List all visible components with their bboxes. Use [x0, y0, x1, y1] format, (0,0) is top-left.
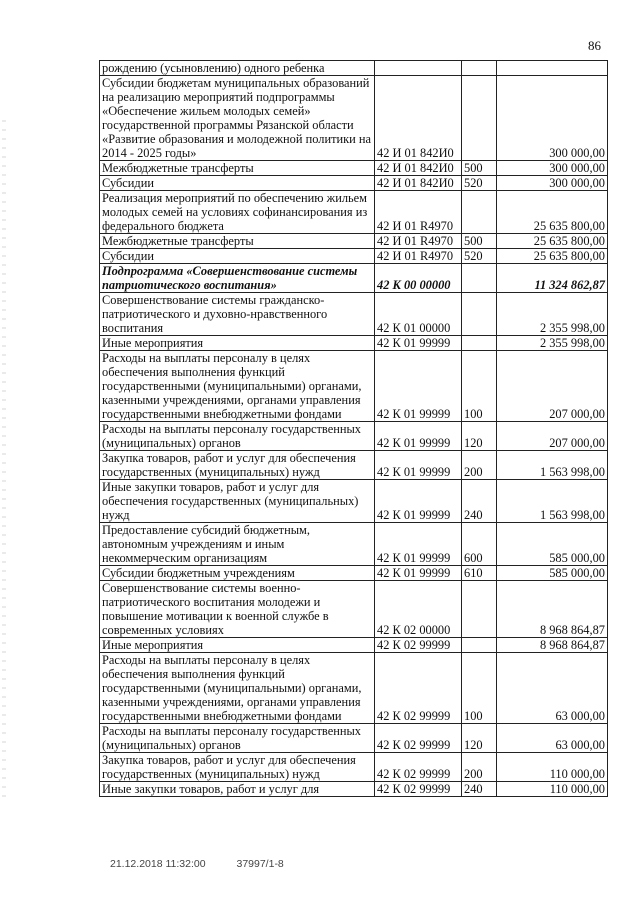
- cell-vr: 200: [462, 753, 497, 782]
- cell-amount: 63 000,00: [497, 724, 608, 753]
- budget-table-body: [100, 61, 608, 797]
- cell-amount: 25 635 800,00: [497, 234, 608, 249]
- cell-amount: 207 000,00: [497, 351, 608, 422]
- cell-vr: [462, 293, 497, 336]
- cell-code: 42 И 01 R4970: [375, 191, 462, 234]
- cell-name: Закупка товаров, работ и услуг для обеспечения государственных (муниципальных) нужд: [100, 753, 375, 782]
- cell-name: Расходы на выплаты персоналу в целях обеспечения выполнения функций государственными (муниципальными) органами, казенными учреждениями, органами управления государственными внебюджетными фондами: [100, 653, 375, 724]
- cell-amount: 2 355 998,00: [497, 336, 608, 351]
- table-row: [100, 249, 608, 264]
- cell-name: Совершенствование системы гражданско-патриотического и духовно-нравственного воспитания: [100, 293, 375, 336]
- table-row: [100, 782, 608, 797]
- cell-vr: 100: [462, 653, 497, 724]
- cell-amount: 110 000,00: [497, 753, 608, 782]
- cell-vr: 520: [462, 249, 497, 264]
- footer: [110, 858, 284, 870]
- cell-code: 42 И 01 842И0: [375, 76, 462, 161]
- cell-amount: 63 000,00: [497, 653, 608, 724]
- table-row: [100, 638, 608, 653]
- cell-amount: 1 563 998,00: [497, 451, 608, 480]
- cell-name: Субсидии бюджетным учреждениям: [100, 566, 375, 581]
- cell-vr: 200: [462, 451, 497, 480]
- cell-vr: 240: [462, 782, 497, 797]
- cell-code: 42 К 01 99999: [375, 451, 462, 480]
- table-row: [100, 753, 608, 782]
- cell-name: Иные закупки товаров, работ и услуг для: [100, 782, 375, 797]
- scan-edge-marks: [2, 120, 6, 800]
- table-row: [100, 264, 608, 293]
- table-row: [100, 724, 608, 753]
- cell-code: 42 К 02 99999: [375, 724, 462, 753]
- cell-code: 42 И 01 R4970: [375, 234, 462, 249]
- table-row: [100, 653, 608, 724]
- cell-vr: [462, 76, 497, 161]
- cell-name: Субсидии бюджетам муниципальных образований на реализацию мероприятий подпрограммы «Обеспечение жильем молодых семей» государственной программы Рязанской области «Развитие образования и молодежной политики на 2014 - 2025 годы»: [100, 76, 375, 161]
- cell-vr: 120: [462, 422, 497, 451]
- cell-amount: 110 000,00: [497, 782, 608, 797]
- cell-vr: 100: [462, 351, 497, 422]
- cell-vr: 240: [462, 480, 497, 523]
- table-row: [100, 351, 608, 422]
- cell-vr: 610: [462, 566, 497, 581]
- cell-vr: 120: [462, 724, 497, 753]
- cell-amount: 300 000,00: [497, 161, 608, 176]
- cell-amount: 2 355 998,00: [497, 293, 608, 336]
- table-row: [100, 451, 608, 480]
- cell-name: Предоставление субсидий бюджетным, автономным учреждениям и иным некоммерческим организациям: [100, 523, 375, 566]
- cell-name: Иные мероприятия: [100, 638, 375, 653]
- cell-name: Расходы на выплаты персоналу государственных (муниципальных) органов: [100, 724, 375, 753]
- table-row: [100, 422, 608, 451]
- cell-code: 42 К 02 00000: [375, 581, 462, 638]
- budget-table: [99, 60, 608, 797]
- cell-name: Субсидии: [100, 249, 375, 264]
- cell-code: 42 К 00 00000: [375, 264, 462, 293]
- cell-amount: 1 563 998,00: [497, 480, 608, 523]
- cell-code: 42 К 01 99999: [375, 480, 462, 523]
- table-row: [100, 161, 608, 176]
- cell-amount: 300 000,00: [497, 76, 608, 161]
- cell-vr: [462, 336, 497, 351]
- cell-amount: 8 968 864,87: [497, 638, 608, 653]
- cell-code: 42 К 02 99999: [375, 638, 462, 653]
- cell-amount: 8 968 864,87: [497, 581, 608, 638]
- cell-code: 42 И 01 842И0: [375, 161, 462, 176]
- table-row: [100, 293, 608, 336]
- cell-code: 42 К 02 99999: [375, 653, 462, 724]
- cell-vr: [462, 61, 497, 76]
- cell-amount: 25 635 800,00: [497, 249, 608, 264]
- cell-vr: [462, 581, 497, 638]
- cell-amount: 11 324 862,87: [497, 264, 608, 293]
- cell-vr: 500: [462, 234, 497, 249]
- cell-code: 42 К 01 99999: [375, 351, 462, 422]
- cell-amount: 585 000,00: [497, 523, 608, 566]
- cell-name: Расходы на выплаты персоналу государственных (муниципальных) органов: [100, 422, 375, 451]
- cell-code: 42 К 01 99999: [375, 422, 462, 451]
- cell-name: Субсидии: [100, 176, 375, 191]
- table-row: [100, 566, 608, 581]
- cell-vr: 520: [462, 176, 497, 191]
- cell-code: 42 К 02 99999: [375, 753, 462, 782]
- table-row: [100, 480, 608, 523]
- cell-code: 42 И 01 R4970: [375, 249, 462, 264]
- cell-name: Совершенствование системы военно-патриотического воспитания молодежи и повышение мотивации к военной службе в современных условиях: [100, 581, 375, 638]
- cell-amount: 25 635 800,00: [497, 191, 608, 234]
- table-row: [100, 523, 608, 566]
- cell-code: 42 К 01 99999: [375, 336, 462, 351]
- cell-vr: [462, 264, 497, 293]
- table-row: [100, 76, 608, 161]
- table-row: [100, 336, 608, 351]
- cell-code: 42 К 02 99999: [375, 782, 462, 797]
- cell-amount: 585 000,00: [497, 566, 608, 581]
- cell-amount: 300 000,00: [497, 176, 608, 191]
- cell-code: [375, 61, 462, 76]
- cell-vr: [462, 191, 497, 234]
- cell-name: Иные мероприятия: [100, 336, 375, 351]
- footer-doc-id: 37997/1-8: [236, 858, 284, 870]
- cell-vr: 500: [462, 161, 497, 176]
- table-row: [100, 191, 608, 234]
- cell-code: 42 И 01 842И0: [375, 176, 462, 191]
- page-number: 86: [588, 38, 601, 53]
- table-row: [100, 61, 608, 76]
- cell-amount: [497, 61, 608, 76]
- table-row: [100, 234, 608, 249]
- cell-name: Иные закупки товаров, работ и услуг для обеспечения государственных (муниципальных) нужд: [100, 480, 375, 523]
- cell-name: рождению (усыновлению) одного ребенка: [100, 61, 375, 76]
- cell-name: Межбюджетные трансферты: [100, 234, 375, 249]
- table-row: [100, 176, 608, 191]
- cell-name: Закупка товаров, работ и услуг для обеспечения государственных (муниципальных) нужд: [100, 451, 375, 480]
- cell-name: Межбюджетные трансферты: [100, 161, 375, 176]
- cell-amount: 207 000,00: [497, 422, 608, 451]
- cell-vr: [462, 638, 497, 653]
- cell-name: Подпрограмма «Совершенствование системы патриотического воспитания»: [100, 264, 375, 293]
- cell-code: 42 К 01 99999: [375, 523, 462, 566]
- cell-name: Расходы на выплаты персоналу в целях обеспечения выполнения функций государственными (муниципальными) органами, казенными учреждениями, органами управления государственными внебюджетными фондами: [100, 351, 375, 422]
- cell-vr: 600: [462, 523, 497, 566]
- cell-code: 42 К 01 99999: [375, 566, 462, 581]
- cell-name: Реализация мероприятий по обеспечению жильем молодых семей на условиях софинансирования из федерального бюджета: [100, 191, 375, 234]
- table-row: [100, 581, 608, 638]
- footer-datetime: 21.12.2018 11:32:00: [110, 858, 206, 870]
- cell-code: 42 К 01 00000: [375, 293, 462, 336]
